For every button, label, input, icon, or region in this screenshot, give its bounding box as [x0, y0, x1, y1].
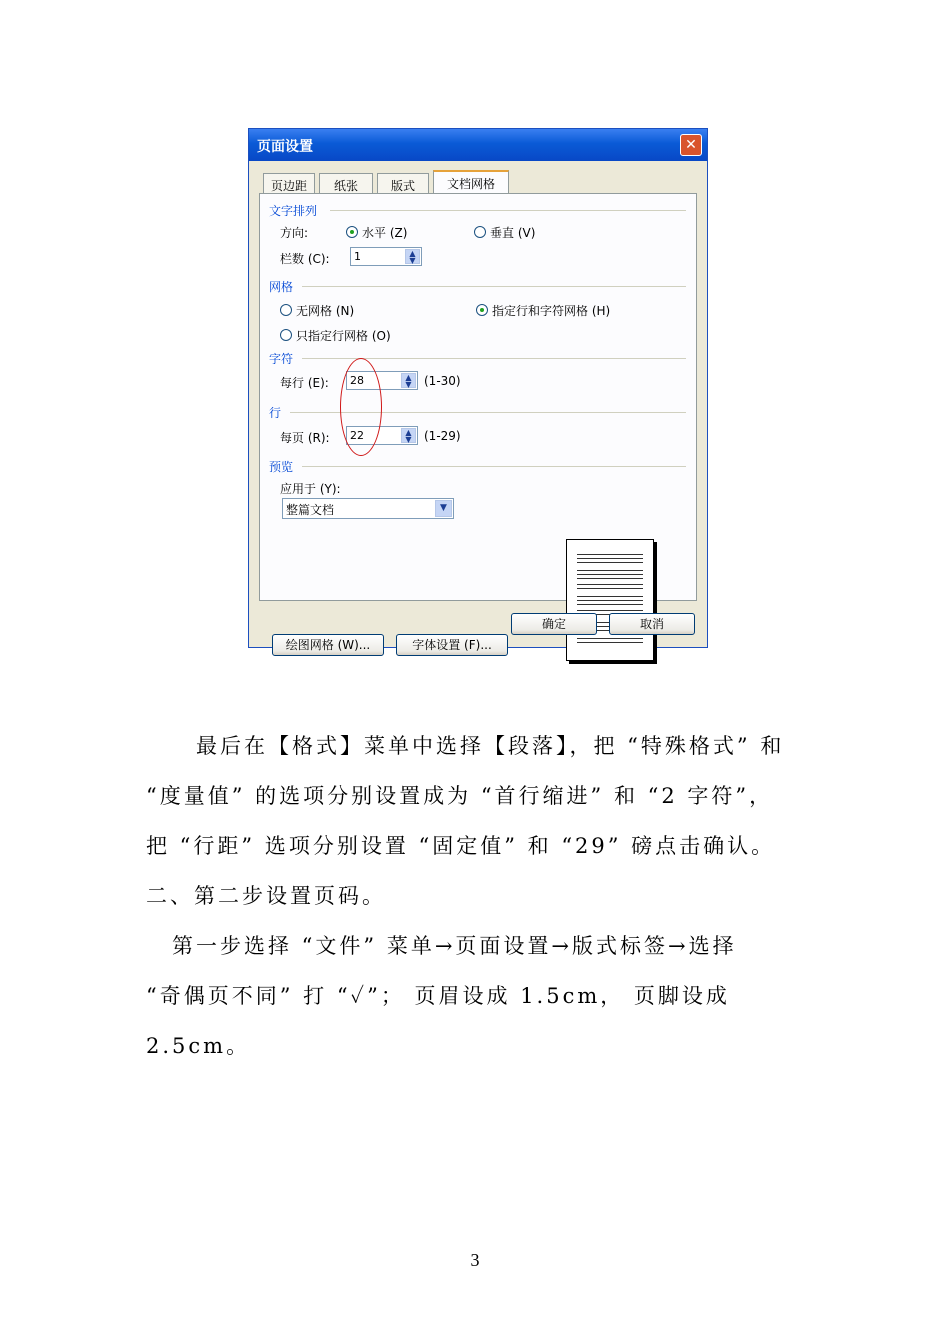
horizontal-radio[interactable]: [346, 226, 358, 238]
spinner-arrows-icon[interactable]: ▲ ▼: [401, 428, 416, 443]
preview-group-label: 预览: [269, 460, 294, 474]
group-divider: [302, 286, 686, 287]
paragraph-line: 最后在【格式】菜单中选择【段落】，把 “特殊格式” 和: [196, 734, 785, 758]
paragraph-line: “度量值” 的选项分别设置成为 “首行缩进” 和 “2 字符”，: [146, 784, 774, 808]
paragraph-line: 第一步选择 “文件” 菜单→页面设置→版式标签→选择: [172, 934, 737, 958]
lines-group-label: 行: [269, 406, 282, 420]
dialog-titlebar: [249, 129, 707, 161]
line-and-char-grid-radio[interactable]: [476, 304, 488, 316]
tab-margins[interactable]: 页边距: [263, 173, 315, 194]
line-and-char-grid-label: 指定行和字符网格 (H): [492, 304, 611, 318]
line-grid-only-label: 只指定行网格 (O): [296, 329, 391, 343]
tab-layout[interactable]: 版式: [377, 173, 429, 194]
section-heading: 二、第二步设置页码。: [146, 884, 386, 908]
text-direction-group-label: 文字排列: [269, 204, 318, 218]
cancel-button[interactable]: 取消: [609, 613, 695, 635]
vertical-label: 垂直 (V): [490, 226, 536, 240]
vertical-radio[interactable]: [474, 226, 486, 238]
chars-per-line-label: 每行 (E):: [280, 376, 329, 390]
line-grid-only-radio[interactable]: [280, 329, 292, 341]
chars-group-label: 字符: [269, 352, 294, 366]
font-settings-button[interactable]: 字体设置 (F)...: [396, 634, 508, 656]
tab-document-grid[interactable]: 文档网格: [433, 170, 509, 194]
direction-label: 方向:: [280, 226, 309, 240]
lines-per-page-value: 22: [350, 429, 364, 442]
apply-to-select[interactable]: [282, 498, 454, 519]
grid-group-label: 网格: [269, 280, 294, 294]
spinner-arrows-icon[interactable]: ▲ ▼: [401, 373, 416, 388]
columns-value: 1: [354, 250, 361, 263]
paragraph-line: 2.5cm。: [146, 1034, 251, 1058]
tab-paper[interactable]: 纸张: [319, 173, 373, 194]
chars-per-line-value: 28: [350, 374, 364, 387]
group-divider: [302, 466, 686, 467]
paragraph-line: 把 “行距” 选项分别设置 “固定值” 和 “29” 磅点击确认。: [146, 834, 776, 858]
ok-button[interactable]: 确定: [511, 613, 597, 635]
spinner-arrows-icon[interactable]: ▲ ▼: [405, 249, 420, 264]
close-icon[interactable]: ✕: [680, 134, 702, 156]
draw-grid-button[interactable]: 绘图网格 (W)...: [272, 634, 384, 656]
horizontal-label: 水平 (Z): [362, 226, 408, 240]
group-divider: [330, 210, 686, 211]
lines-per-page-range: (1-29): [424, 429, 461, 443]
columns-spinner[interactable]: [350, 247, 422, 266]
apply-to-value: 整篇文档: [286, 503, 335, 517]
no-grid-radio[interactable]: [280, 304, 292, 316]
page-preview: [566, 539, 654, 661]
apply-to-label: 应用于 (Y):: [280, 482, 341, 496]
dialog-title: 页面设置: [257, 139, 313, 155]
paragraph-line: “奇偶页不同” 打 “✓”； 页眉设成 1.5cm， 页脚设成: [146, 984, 730, 1008]
page-number: 3: [470, 1250, 480, 1270]
annotation-ellipse: [340, 358, 382, 456]
lines-per-page-label: 每页 (R):: [280, 431, 330, 445]
no-grid-label: 无网格 (N): [296, 304, 355, 318]
columns-label: 栏数 (C):: [280, 252, 330, 266]
chevron-down-icon[interactable]: ▼: [435, 500, 452, 517]
page-setup-dialog: [248, 128, 708, 652]
chars-per-line-range: (1-30): [424, 374, 461, 388]
